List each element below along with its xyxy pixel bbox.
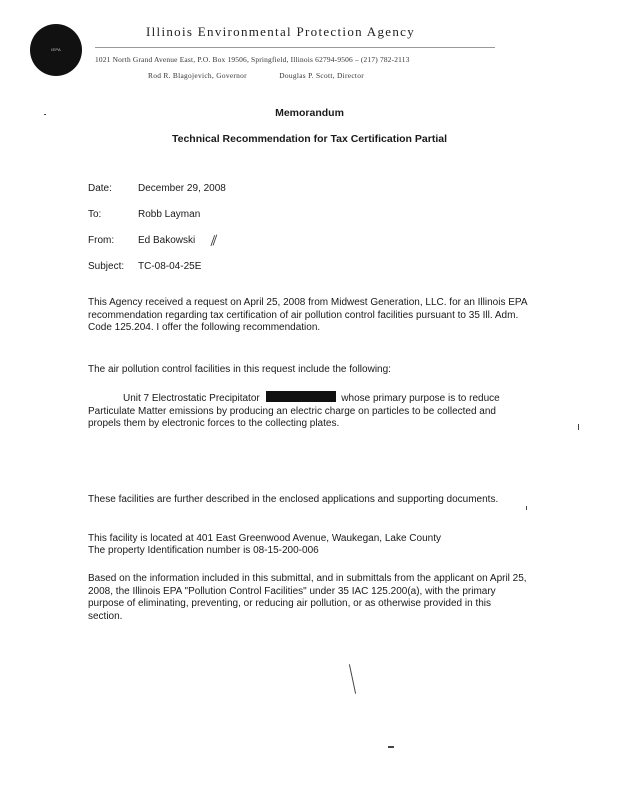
facility-name: Electrostatic Precipitator <box>151 393 260 404</box>
agency-address: 1021 North Grand Avenue East, P.O. Box 19506, Springfield, Illinois 62794-9506 – (217) 782-2113 <box>95 55 410 64</box>
scan-artifact <box>388 746 394 748</box>
subject-label: Subject: <box>88 261 125 272</box>
facility-item <box>88 391 528 431</box>
scan-artifact <box>44 114 46 115</box>
scan-artifact <box>349 664 356 694</box>
to-value: Robb Layman <box>138 209 201 220</box>
intro-paragraph: This Agency received a request on April 25, 2008 from Midwest Generation, LLC. for an Illinois EPA recommendation regarding tax certification of air pollution control facilities pursuant to 35 Ill. Adm. Code 125.204. I offer the following recommendation. <box>88 297 527 333</box>
agency-seal-icon <box>30 24 82 76</box>
seal-lettering: IEPA <box>51 47 61 52</box>
to-label: To: <box>88 209 102 220</box>
facilities-intro: The air pollution control facilities in this request include the following: <box>88 364 391 375</box>
scan-artifact <box>526 506 527 510</box>
handwritten-initials-icon: ⁄⁄ <box>210 233 218 250</box>
memo-subtitle: Technical Recommendation for Tax Certification Partial <box>171 133 447 145</box>
memo-title: Memorandum <box>275 107 344 119</box>
from-value: Ed Bakowski <box>138 235 196 246</box>
director-name: Douglas P. Scott, Director <box>279 71 365 80</box>
conclusion-paragraph: Based on the information included in this submittal, and in submittals from the applicant on April 25, 2008, the Illinois EPA "Pollution Control Facilities" under 35 IAC 125.200(a), with the primary purpose of eliminating, preventing, or reducing air pollution, or as otherwise provided in this section. <box>88 573 527 622</box>
redaction-block <box>266 391 336 402</box>
scan-artifact <box>578 424 579 430</box>
date-label: Date: <box>88 183 112 194</box>
agency-name: Illinois Environmental Protection Agency <box>146 24 415 39</box>
agency-officers <box>148 71 364 80</box>
from-label: From: <box>88 235 115 246</box>
date-value: December 29, 2008 <box>138 183 226 194</box>
header-divider <box>95 47 495 48</box>
property-id-line: The property Identification number is 08-15-200-006 <box>88 545 319 556</box>
location-line: This facility is located at 401 East Greenwood Avenue, Waukegan, Lake County <box>88 533 441 544</box>
facilities-description: These facilities are further described in the enclosed applications and supporting documents. <box>88 494 499 505</box>
governor-name: Rod R. Blagojevich, Governor <box>148 71 247 80</box>
facility-unit: Unit 7 <box>123 393 150 404</box>
subject-value: TC-08-04-25E <box>138 261 202 272</box>
facility-description: whose primary purpose is to reduce Particulate Matter emissions by producing an electric charge on particles to be collected and propels them by electronic forces to the collecting plates. <box>88 393 500 429</box>
